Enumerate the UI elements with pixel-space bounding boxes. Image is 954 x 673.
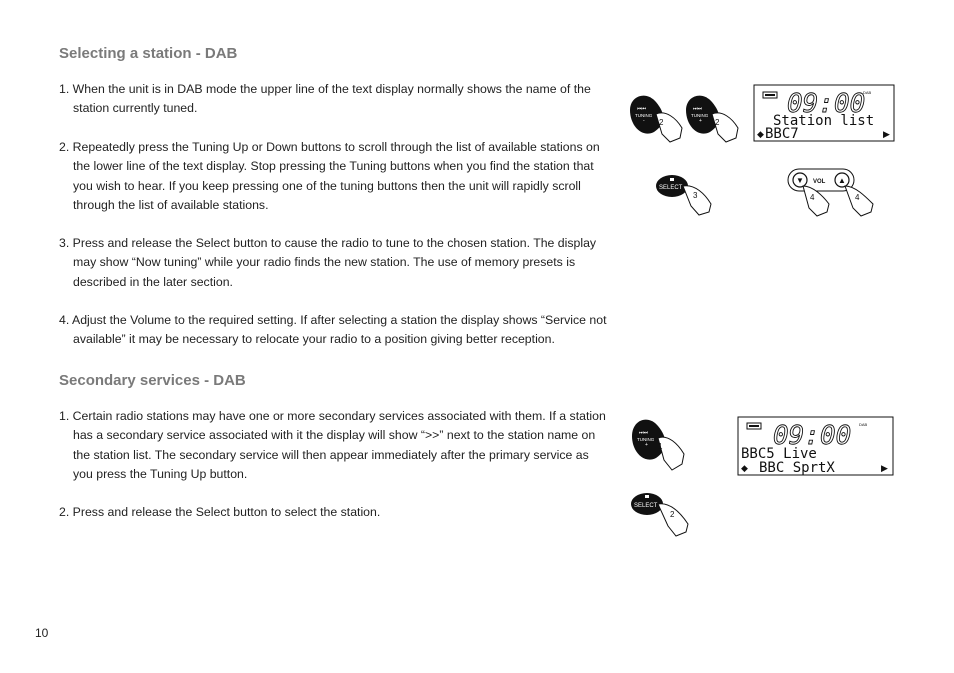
- svg-text:SELECT: SELECT: [634, 503, 658, 509]
- secondary-step-2-text: 2. Press and release the Select button to select the station.: [59, 505, 381, 519]
- section-heading-selecting-station: Selecting a station - DAB: [59, 45, 238, 62]
- svg-text:BBC SprtX: BBC SprtX: [759, 460, 835, 476]
- svg-text:◆: ◆: [741, 463, 748, 473]
- svg-text:Station list: Station list: [773, 113, 875, 129]
- svg-text:◆: ◆: [757, 129, 764, 139]
- svg-text:▶: ▶: [881, 463, 888, 473]
- step-3-text: 3. Press and release the Select button to cause the radio to tune to the chosen station. The display may show “Now tuning” while your radio finds the new station. The use of memory presets is described in the later section.: [59, 236, 597, 289]
- section-heading-secondary-services: Secondary services - DAB: [59, 372, 246, 389]
- step-4-text: 4. Adjust the Volume to the required setting. If after selecting a station the display shows “Service not available” it may be necessary to relocate your radio to a position giving better reception.: [59, 313, 607, 347]
- svg-text:09:00: 09:00: [773, 421, 852, 451]
- svg-text:DAB: DAB: [863, 90, 872, 95]
- volume-buttons-illustration: [785, 166, 880, 218]
- tuning-up-button: [686, 96, 738, 142]
- lcd-display-station-list: [753, 84, 895, 142]
- svg-text:⏮⏮: ⏮⏮: [637, 106, 647, 112]
- select-button-illustration: [655, 172, 717, 216]
- svg-text:TUNING: TUNING: [635, 113, 653, 118]
- svg-text:⏭⏭: ⏭⏭: [693, 106, 703, 112]
- select-button-illustration-2: [630, 490, 694, 538]
- svg-text:-: -: [643, 118, 645, 124]
- svg-text:TUNING: TUNING: [691, 113, 709, 118]
- svg-text:TUNING: TUNING: [637, 437, 655, 442]
- svg-text:1: 1: [658, 442, 663, 451]
- svg-text:+: +: [645, 442, 648, 448]
- lcd-display-secondary-service: [737, 416, 894, 476]
- svg-text:SELECT: SELECT: [659, 185, 683, 191]
- svg-text:4: 4: [810, 193, 815, 202]
- svg-text:DAB: DAB: [859, 422, 868, 427]
- svg-text:▲: ▲: [838, 176, 846, 185]
- tuning-up-button-illustration: [628, 412, 694, 472]
- svg-text:VOL: VOL: [813, 179, 826, 185]
- tuning-down-button: [630, 96, 682, 142]
- svg-text:3: 3: [693, 191, 698, 200]
- svg-text:BBC7: BBC7: [765, 126, 799, 142]
- page-number: 10: [35, 626, 49, 640]
- svg-text:4: 4: [855, 193, 860, 202]
- svg-text:2: 2: [659, 118, 664, 127]
- svg-text:BBC5 Live: BBC5 Live: [741, 446, 817, 462]
- svg-text:2: 2: [715, 118, 720, 127]
- svg-text:2: 2: [670, 510, 675, 519]
- svg-text:+: +: [699, 118, 702, 124]
- secondary-step-1-text: 1. Certain radio stations may have one or more secondary services associated with them. If a station has a secondary service associated with it the display will show “>>” next to the station name on the station list. The secondary service will then appear immediately after the primary service as you press the Tuning Up button.: [59, 409, 606, 481]
- tuning-buttons-illustration: [626, 88, 746, 144]
- svg-text:09:00: 09:00: [787, 89, 866, 119]
- step-1-text: 1. When the unit is in DAB mode the upper line of the text display normally shows the name of the station currently tuned.: [59, 82, 591, 116]
- svg-text:▶: ▶: [883, 129, 890, 139]
- svg-text:▼: ▼: [796, 176, 804, 185]
- step-2-text: 2. Repeatedly press the Tuning Up or Down buttons to scroll through the list of available stations on the lower line of the text display. Stop pressing the Tuning buttons when you find the station that you wish to hear. If you keep pressing one of the tuning buttons then the unit will rapidly scroll through the list of available stations.: [59, 140, 600, 212]
- svg-text:⏭⏭: ⏭⏭: [639, 430, 649, 436]
